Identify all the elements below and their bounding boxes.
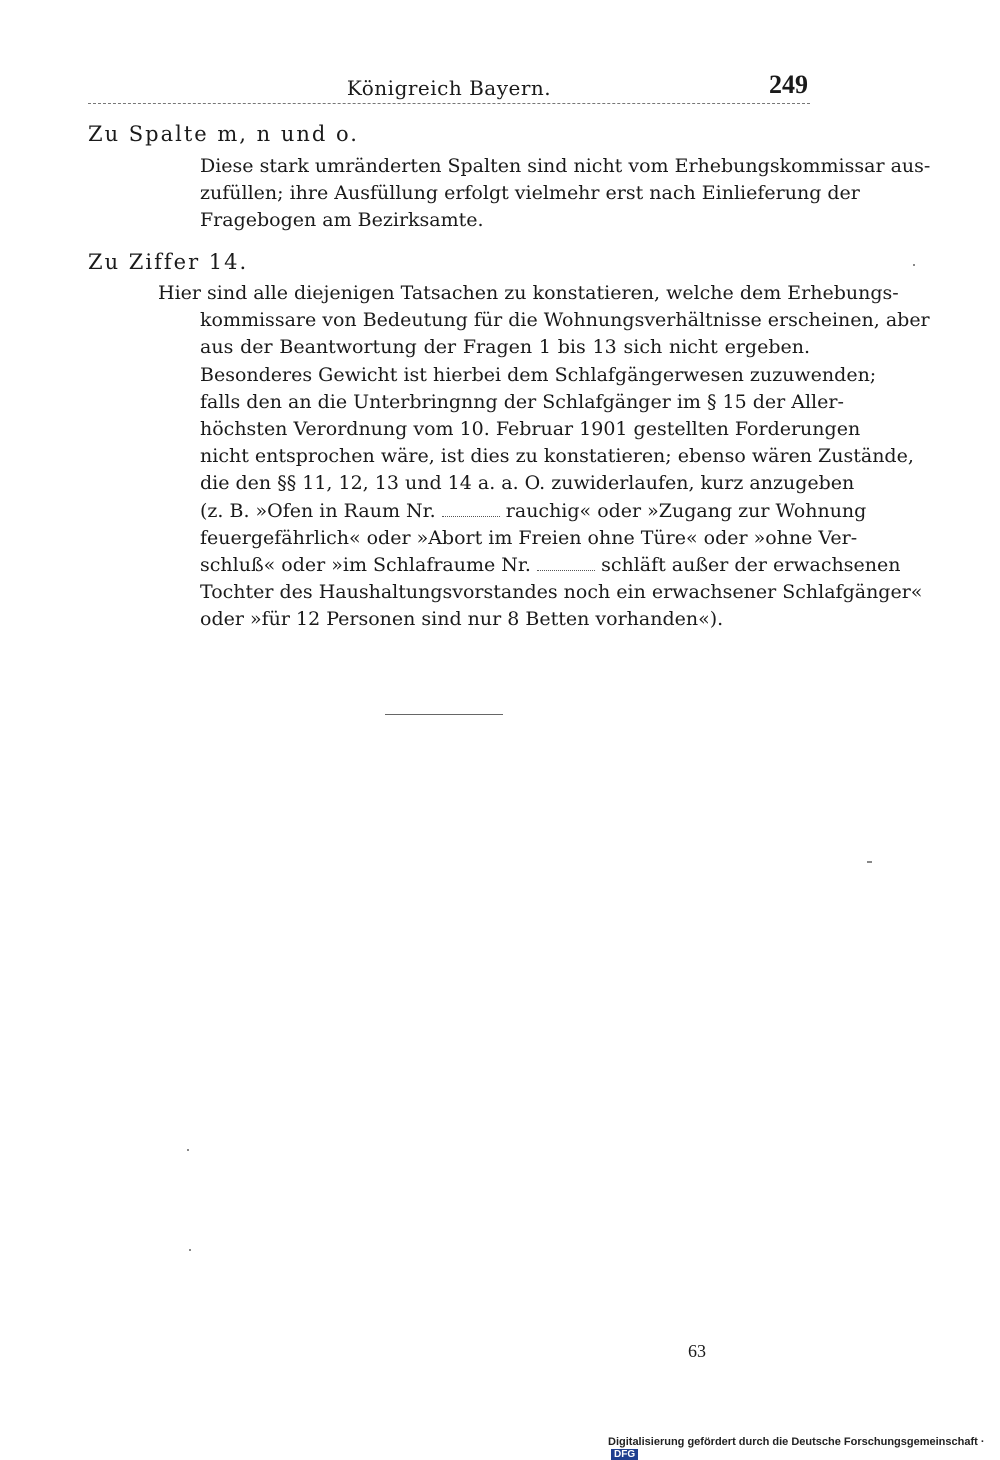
header-rule [88,103,810,104]
text-line: Besonderes Gewicht ist hierbei dem Schlafgängerwesen zuzuwenden; [200,363,877,386]
running-title: Königreich Bayern. [346,76,552,100]
text-line: aus der Beantwortung der Fragen 1 bis 13 sich nicht ergeben. [200,336,810,359]
page-header [88,70,810,106]
text-line: kommissare von Bedeutung für die Wohnungsverhältnisse erscheinen, aber [200,309,930,332]
text-line: oder »für 12 Personen sind nur 8 Betten vorhanden«). [200,608,724,631]
footer-banner [608,1436,1000,1460]
text-line: die den §§ 11, 12, 13 und 14 a. a. O. zuwiderlaufen, kurz anzugeben [200,472,855,495]
text-line: Tochter des Haushaltungsvorstandes noch ein erwachsener Schlafgänger« [200,581,923,604]
fill-in-blank [537,558,595,571]
scan-speck [189,1249,191,1251]
scan-speck [867,861,872,863]
dfg-logo-icon: DFG [611,1449,638,1460]
text-line-with-blank [158,498,867,525]
text-line: nicht entsprochen wäre, ist dies zu konstatieren; ebenso wären Zustände, [200,445,914,468]
footer-text: Digitalisierung gefördert durch die Deutsche Forschungsgemeinschaft · [608,1436,985,1448]
text-line: höchsten Verordnung vom 10. Februar 1901 gestellten Forderungen [200,417,861,440]
scan-speck [913,264,915,266]
text-before-blank: (z. B. »Ofen in Raum Nr. [200,499,436,522]
text-line-with-blank [158,552,901,579]
scan-speck [187,1149,189,1151]
text-line: Hier sind alle diejenigen Tatsachen zu konstatieren, welche dem Erhebungs- [158,282,899,304]
text-after-blank: schläft außer der erwachsenen [601,553,901,576]
text-line: feuergefährlich« oder »Abort im Freien ohne Türe« oder »ohne Ver- [200,526,858,549]
text-line: Fragebogen am Bezirksamte. [200,209,484,232]
text-line: Diese stark umränderten Spalten sind nicht vom Erhebungskommissar aus- [200,155,931,177]
text-before-blank: schluß« oder »im Schlafraume Nr. [200,553,531,576]
section-heading-spalte: Zu Spalte m, n und o. [88,122,359,146]
text-after-blank: rauchig« oder »Zugang zur Wohnung [505,499,867,522]
bottom-number: 63 [688,1341,706,1361]
end-rule [385,714,503,715]
text-line: falls den an die Unterbringnng der Schlafgänger im § 15 der Aller- [200,390,844,413]
section-heading-ziffer: Zu Ziffer 14. [88,250,249,274]
text-line: zufüllen; ihre Ausfüllung erfolgt vielmehr erst nach Einlieferung der [200,182,860,205]
paragraph-spalte [158,153,931,235]
fill-in-blank [442,504,500,517]
paragraph-ziffer [158,280,930,633]
page-number: 249 [769,70,808,99]
